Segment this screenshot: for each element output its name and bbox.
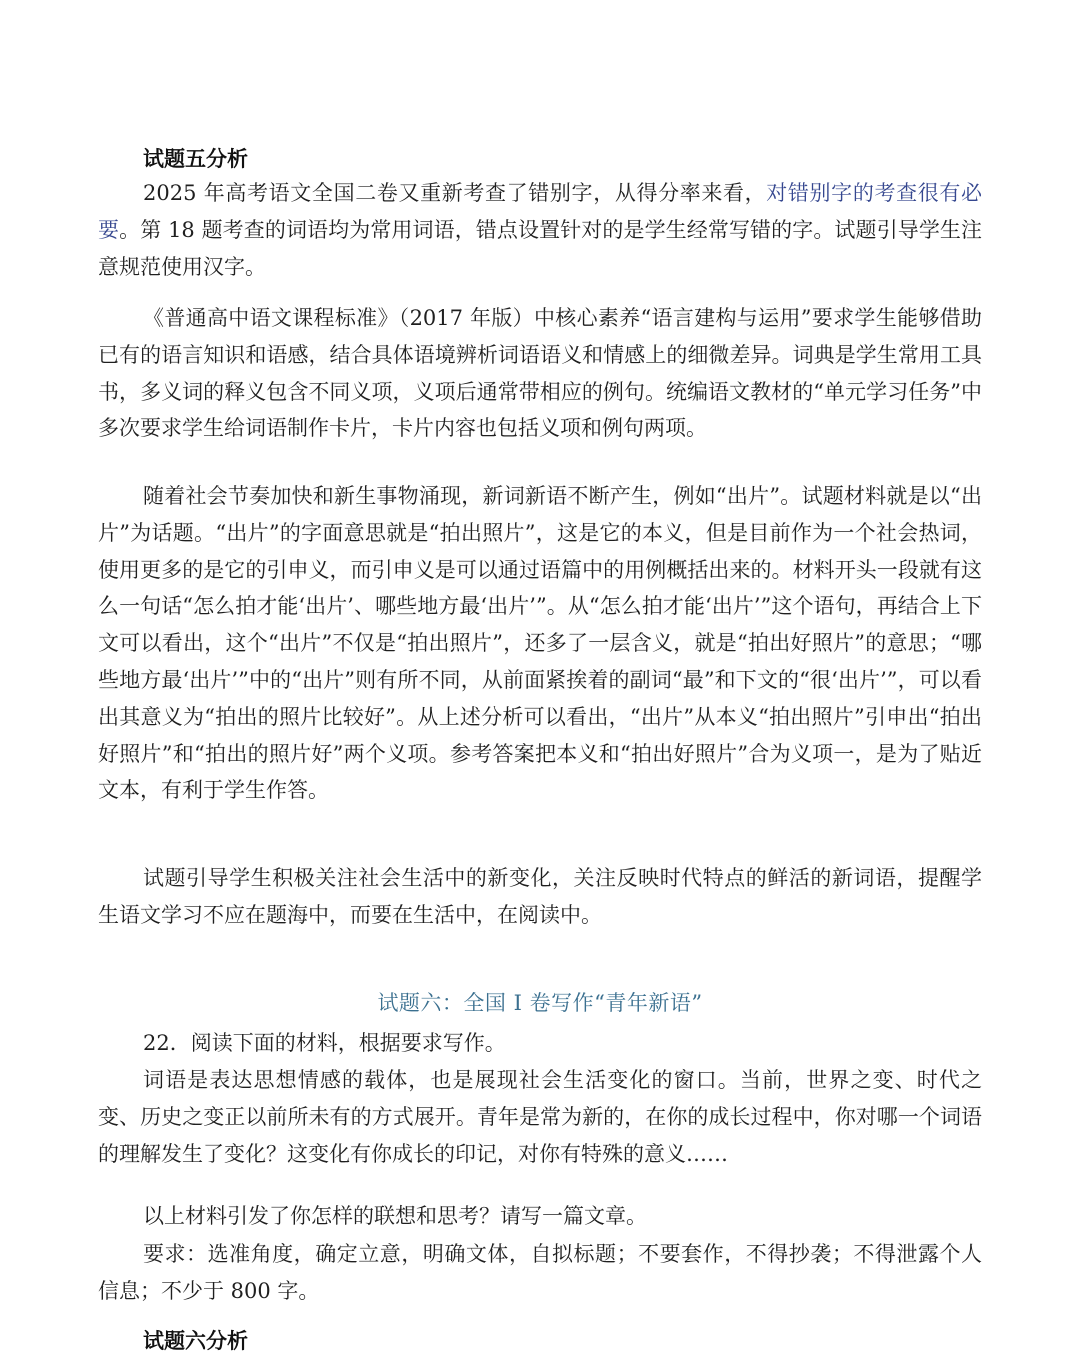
section6-question: 22．阅读下面的材料，根据要求写作。 [143,1031,506,1055]
section5-paragraph-3: 随着社会节奏加快和新生事物涌现，新词新语不断产生，例如“出片”。试题材料就是以“出片”为话题。“出片”的字面意思就是“拍出照片”，这是它的本义，但是目前作为一个社会热词，使用更多的是它的引申义，而引申义是可以通过语篇中的用例概括出来的。材料开头一段就有这么一句话“怎么拍才能‘出片’、哪些地方最‘出片’”。从“怎么拍才能‘出片’”这个语句，再结合上下文可以看出，这个“出片”不仅是“拍出照片”，还多了一层含义，就是“拍出好照片”的意思；“哪些地方最‘出片’”中的“出片”则有所不同，从前面紧挨着的副词“最”和下文的“很‘出片’”，可以看出其意义为“拍出的照片比较好”。从上述分析可以看出，“出片”从本义“拍出照片”引申出“拍出好照片”和“拍出的照片好”两个义项。参考答案把本义和“拍出好照片”合为义项一，是为了贴近文本，有利于学生作答。 [98,484,982,803]
section6-heading: 试题六分析 [143,1328,248,1353]
section6-requirements: 要求：选准角度，确定立意，明确文体，自拟标题；不要套作，不得抄袭；不得泄露个人信息；不少于 800 字。 [98,1242,982,1303]
paragraph-1-text-start: 2025 年高考语文全国二卷又重新考查了错别字，从得分率来看， [143,181,767,205]
section6-material: 词语是表达思想情感的载体，也是展现社会生活变化的窗口。当前，世界之变、时代之变、历史之变正以前所未有的方式展开。青年是常为新的，在你的成长过程中，你对哪一个词语的理解发生了变化？这变化有你成长的印记，对你有特殊的意义…… [98,1068,982,1166]
section5-heading: 试题五分析 [143,146,248,171]
section5-paragraph-1 [98,175,982,285]
paragraph-1-text-end: 。第 18 题考查的词语均为常用词语，错点设置针对的是学生经常写错的字。试题引导学生注意规范使用汉字。 [98,217,983,279]
section6-title: 试题六：全国 I 卷写作“青年新语” [377,991,703,1015]
highlighted-phrase: 对错别字的考查很有必要 [98,181,982,242]
section6-prompt: 以上材料引发了你怎样的联想和思考？请写一篇文章。 [143,1204,647,1228]
section5-paragraph-2: 《普通高中语文课程标准》（2017 年版）中核心素养“语言建构与运用”要求学生能够借助已有的语言知识和语感，结合具体语境辨析词语语义和情感上的细微差异。词典是学生常用工具书，多义词的释义包含不同义项，义项后通常带相应的例句。统编语文教材的“单元学习任务”中多次要求学生给词语制作卡片，卡片内容也包括义项和例句两项。 [98,306,982,441]
section5-paragraph-4: 试题引导学生积极关注社会生活中的新变化，关注反映时代特点的鲜活的新词语，提醒学生语文学习不应在题海中，而要在生活中，在阅读中。 [98,866,982,927]
